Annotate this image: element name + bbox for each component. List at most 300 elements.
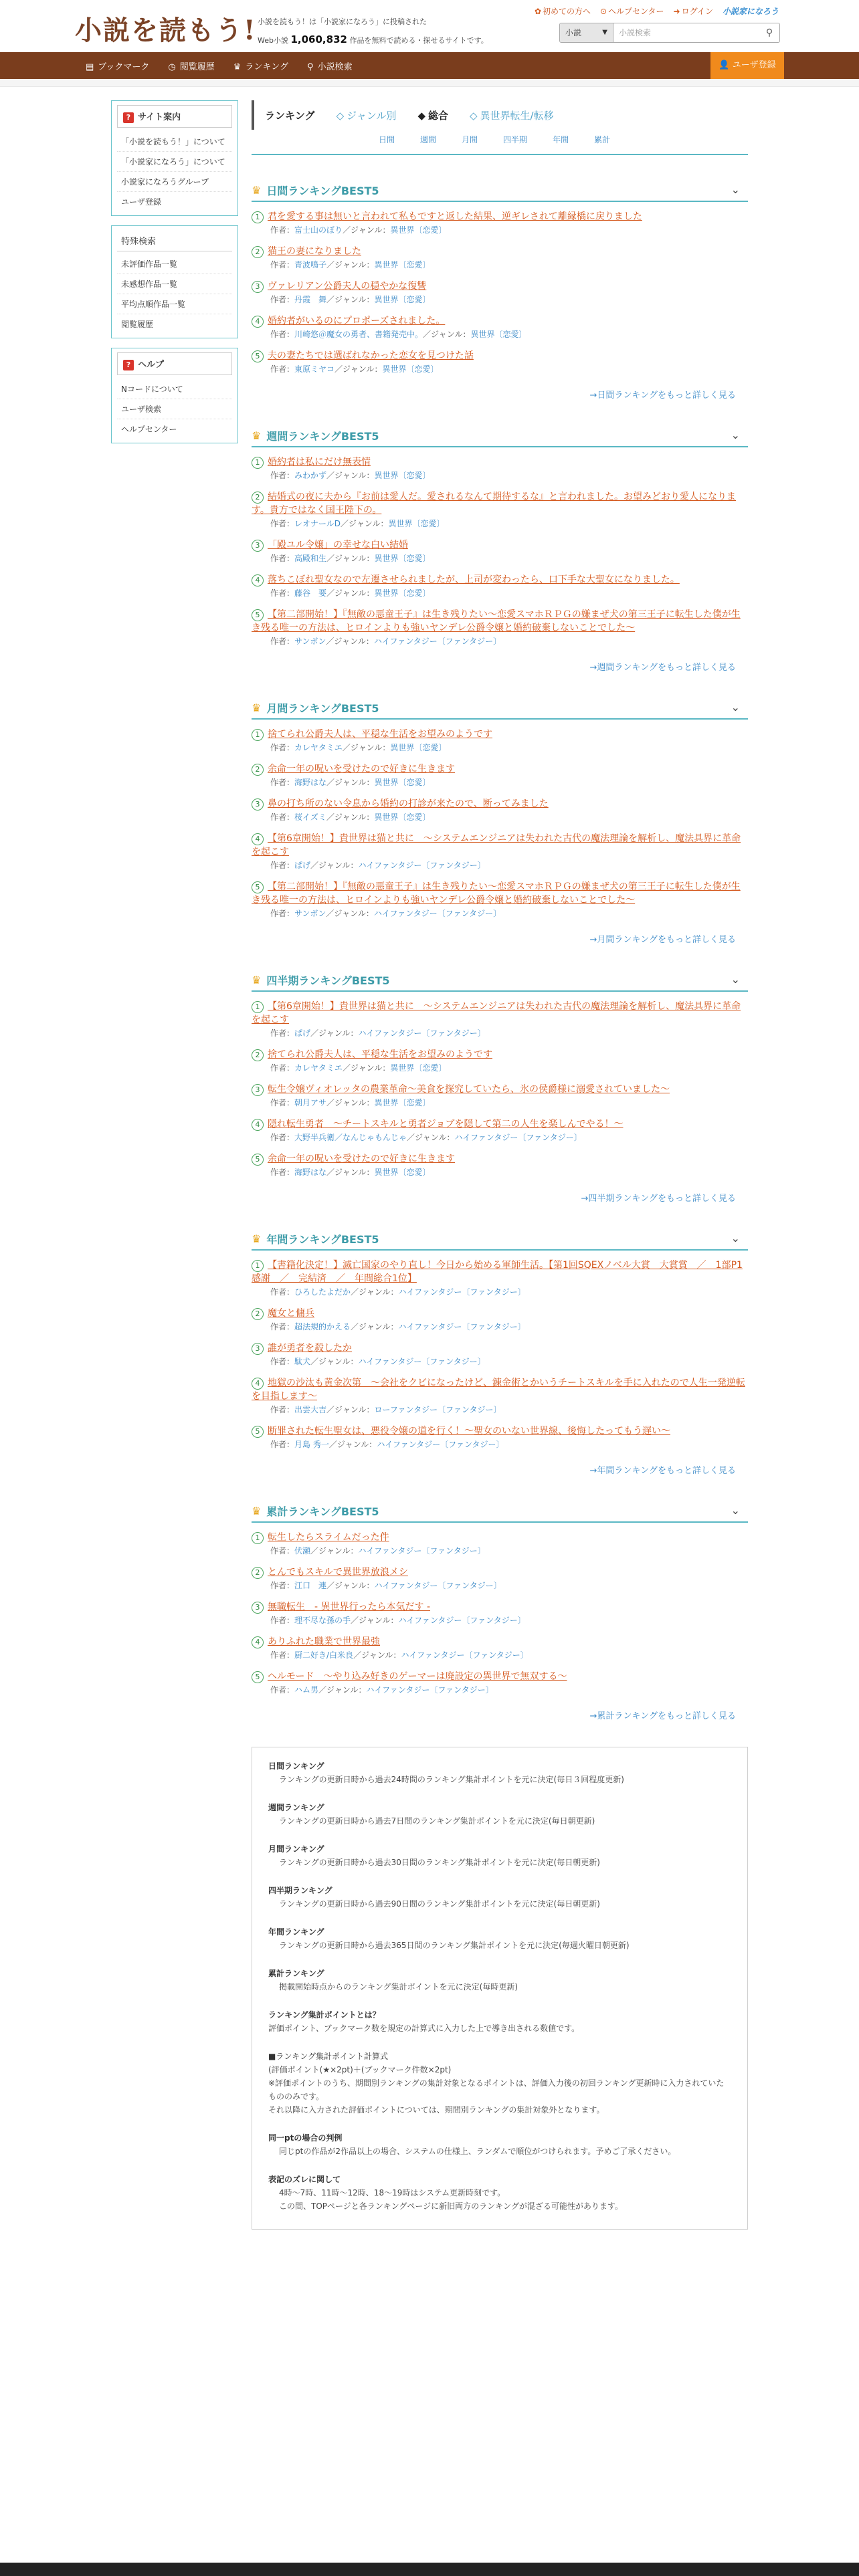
ranking-tabs xyxy=(252,100,748,130)
author-link[interactable]: ぱげ xyxy=(294,1029,311,1038)
author-label: 作者： xyxy=(270,778,295,787)
novel-meta xyxy=(252,1614,748,1627)
novel-meta xyxy=(252,1096,748,1109)
novel-title: 誰が勇者を殺したか xyxy=(268,1343,352,1354)
novel-title-link[interactable] xyxy=(252,349,748,362)
author-link[interactable]: 海野はな xyxy=(294,1168,327,1177)
novel-meta xyxy=(252,1438,748,1451)
author-label: 作者： xyxy=(270,1650,295,1660)
tab-genre[interactable]: ◇ ジャンル別 xyxy=(336,109,397,122)
author-label: 作者： xyxy=(270,1133,295,1142)
ranking-entry xyxy=(252,1341,748,1368)
period-tab[interactable]: 四半期 xyxy=(503,134,528,144)
genre-link[interactable]: ハイファンタジー〔ファンタジー〕 xyxy=(373,637,502,646)
crown-icon: ♛ xyxy=(252,183,262,197)
author-link[interactable]: 朝月アサ xyxy=(294,1098,327,1107)
novel-title-link[interactable] xyxy=(252,1341,748,1355)
author-label: 作者： xyxy=(270,1440,295,1449)
novel-meta xyxy=(252,1131,748,1144)
genre-label: ／ジャンル： xyxy=(342,1063,391,1073)
chevron-down-icon[interactable]: ⌄ xyxy=(731,973,740,986)
novel-meta xyxy=(252,1027,748,1040)
genre-link[interactable]: 異世界〔恋愛〕 xyxy=(374,295,431,304)
search-input[interactable]: 小説検索 xyxy=(619,28,652,37)
genre-link[interactable]: 異世界〔恋愛〕 xyxy=(374,1098,431,1107)
genre-link[interactable]: 異世界〔恋愛〕 xyxy=(388,519,445,528)
rank-number: 4 xyxy=(252,1119,264,1131)
ranking-section xyxy=(252,969,748,1204)
rank-number: 1 xyxy=(252,457,264,469)
more-ranking-link[interactable]: →日間ランキングをもっと詳しく見る xyxy=(589,391,736,401)
genre-link[interactable]: ハイファンタジー〔ファンタジー〕 xyxy=(358,861,486,870)
novel-meta xyxy=(252,586,748,600)
login-link[interactable]: ➜ ログイン xyxy=(673,7,713,16)
genre-link[interactable]: ハイファンタジー〔ファンタジー〕 xyxy=(401,1650,529,1660)
novel-meta xyxy=(252,1544,748,1558)
novel-title: 地獄の沙汰も黄金次第 〜会社をクビになったけど、錬金術とかいうチートスキルを手に入れたので人生一発逆転を目指します〜 xyxy=(252,1378,745,1402)
period-tab[interactable]: 年間 xyxy=(553,134,569,144)
section-title: 月間ランキングBEST5 xyxy=(266,702,379,715)
chevron-down-icon[interactable]: ⌄ xyxy=(731,183,740,196)
ranking-entry xyxy=(252,1670,748,1697)
novel-title: 【第二部開始！】『無敵の悪童王子』は生き残りたい〜恋愛スマホＲＰＧの嫌まぜ犬の第三王子に転生した僕が生き残る唯一の方法は、ヒロインよりも強いヤンデレ公爵令嬢と婚約破棄しないことでした〜 xyxy=(252,609,741,633)
novel-title-link[interactable] xyxy=(252,797,748,811)
genre-link[interactable]: ハイファンタジー〔ファンタジー〕 xyxy=(398,1616,526,1625)
author-label: 作者： xyxy=(270,554,295,563)
author-label: 作者： xyxy=(270,1616,295,1625)
rank-number: 5 xyxy=(252,881,264,893)
genre-label: ／ジャンル： xyxy=(407,1133,455,1142)
novel-meta xyxy=(252,1648,748,1662)
tagline-line-1: 小説を読もう！は「小説家になろう」に投稿された xyxy=(258,17,427,26)
rank-number: 1 xyxy=(252,729,264,741)
author-label: 作者： xyxy=(270,813,295,822)
novel-title: 隠れ転生勇者 〜チートスキルと勇者ジョブを隠して第二の人生を楽しんでやる！〜 xyxy=(268,1119,624,1130)
genre-label: ／ジャンル： xyxy=(328,1440,377,1449)
genre-link[interactable]: ハイファンタジー〔ファンタジー〕 xyxy=(358,1029,486,1038)
novel-title-link[interactable] xyxy=(252,1600,748,1614)
novel-title: ヘルモード 〜やり込み好きのゲーマーは廃設定の異世界で無双する〜 xyxy=(268,1671,567,1682)
genre-link[interactable]: ハイファンタジー〔ファンタジー〕 xyxy=(373,909,502,918)
author-link[interactable]: 超法規的かえる xyxy=(294,1322,351,1331)
chevron-down-icon[interactable]: ⌄ xyxy=(731,1232,740,1245)
rank-number: 5 xyxy=(252,350,264,362)
section-header[interactable] xyxy=(252,969,748,992)
nav-bookmark[interactable]: ▤ ブックマーク xyxy=(86,62,150,72)
author-label: 作者： xyxy=(270,1287,295,1297)
genre-link[interactable]: 異世界〔恋愛〕 xyxy=(390,1063,447,1073)
novel-meta xyxy=(252,811,748,824)
ranking-entry xyxy=(252,1083,748,1109)
ranking-entry xyxy=(252,728,748,754)
ranking-entry xyxy=(252,455,748,482)
genre-label: ／ジャンル： xyxy=(341,519,389,528)
novel-meta xyxy=(252,1579,748,1592)
author-link[interactable]: 高殿和生 xyxy=(294,554,327,563)
genre-link[interactable]: ハイファンタジー〔ファンタジー〕 xyxy=(398,1287,526,1297)
sidebar-special-search xyxy=(111,225,238,338)
author-link[interactable]: ぱげ xyxy=(294,861,311,870)
site-logo[interactable]: 小説を読もう! xyxy=(75,15,257,46)
nav-ranking[interactable]: ♛ ランキング xyxy=(233,62,289,72)
main-nav xyxy=(0,52,859,79)
author-link[interactable]: 桜イズミ xyxy=(294,813,326,822)
novel-title-link[interactable] xyxy=(252,1424,748,1438)
genre-link[interactable]: 異世界〔恋愛〕 xyxy=(390,225,447,235)
genre-link[interactable]: 異世界〔恋愛〕 xyxy=(374,471,431,480)
rank-number: 2 xyxy=(252,1567,264,1579)
search-type-select[interactable]: 小説 ▼ xyxy=(560,23,613,42)
ranking-sections xyxy=(252,179,748,1721)
novel-title-link[interactable] xyxy=(252,573,748,586)
more-ranking-link[interactable]: →月間ランキングをもっと詳しく見る xyxy=(589,935,736,945)
rank-number: 4 xyxy=(252,316,264,328)
genre-link[interactable]: ハイファンタジー〔ファンタジー〕 xyxy=(398,1322,526,1331)
help-icon: ? xyxy=(123,112,134,123)
ranking-entry xyxy=(252,1152,748,1179)
sidebar-title: ? ヘルプ xyxy=(117,352,232,375)
more-ranking-link[interactable]: →四半期ランキングをもっと詳しく見る xyxy=(581,1194,736,1204)
bookmark-icon: ▤ xyxy=(86,62,94,72)
genre-link[interactable]: 異世界〔恋愛〕 xyxy=(374,260,431,270)
ranking-entry xyxy=(252,880,748,920)
sidebar-link[interactable]: ユーザ登録 xyxy=(121,197,162,207)
novel-title-link[interactable] xyxy=(252,210,748,223)
sidebar-link[interactable]: 平均点順作品一覧 xyxy=(117,294,232,314)
novel-title-link[interactable] xyxy=(252,1083,748,1096)
chevron-down-icon[interactable]: ⌄ xyxy=(731,1504,740,1517)
genre-label: ／ジャンル： xyxy=(326,637,374,646)
genre-label: ／ジャンル： xyxy=(318,1685,367,1695)
author-link[interactable]: 青波鳴子 xyxy=(294,260,327,270)
chevron-down-icon[interactable]: ⌄ xyxy=(731,701,740,714)
sidebar-link[interactable]: 未評価作品一覧 xyxy=(117,254,232,274)
ranking-section xyxy=(252,179,748,401)
ranking-entry xyxy=(252,538,748,565)
tagline-suffix: 作品を無料で読める・探せるサイトです。 xyxy=(349,36,488,45)
author-label: 作者： xyxy=(270,1098,295,1107)
note-yearly: 年間ランキング ランキングの更新日時から過去365日間のランキング集計ポイントを元に決定(毎週火曜日朝更新) xyxy=(268,1927,630,1950)
novel-title: 【第6章開始！】貴世界は猫と共に 〜システムエンジニアは失われた古代の魔法理論を解析し、魔法具界に革命を起こす xyxy=(252,1001,741,1025)
author-link[interactable]: カレヤタミエ xyxy=(294,1063,343,1073)
section-header[interactable] xyxy=(252,1228,748,1251)
ranking-notes xyxy=(252,1747,748,2230)
author-link[interactable]: サンボン xyxy=(294,637,326,646)
author-link[interactable]: ハム男 xyxy=(294,1685,319,1695)
genre-label: ／ジャンル： xyxy=(326,295,375,304)
rank-number: 2 xyxy=(252,764,264,776)
author-label: 作者： xyxy=(270,1063,295,1073)
ranking-section xyxy=(252,1500,748,1721)
genre-label: ／ジャンル： xyxy=(326,554,375,563)
novel-title: 君を愛する事は無いと言われて私もですと返した結果、逆ギレされて離縁橋に戻りました xyxy=(268,211,642,222)
author-label: 作者： xyxy=(270,471,295,480)
author-label: 作者： xyxy=(270,260,295,270)
novel-title-link[interactable] xyxy=(252,1000,748,1027)
novel-title: 【第6章開始！】貴世界は猫と共に 〜システムエンジニアは失われた古代の魔法理論を解析し、魔法具界に革命を起こす xyxy=(252,833,741,857)
rank-number: 5 xyxy=(252,609,264,621)
genre-label: ／ジャンル： xyxy=(351,1616,399,1625)
novel-title-link[interactable] xyxy=(252,245,748,258)
diamond-outline-icon: ◇ xyxy=(336,109,345,122)
chevron-down-icon[interactable]: ⌄ xyxy=(731,429,740,441)
sidebar-link[interactable]: 「小説家になろう」について xyxy=(117,152,232,172)
ranking-section xyxy=(252,697,748,945)
rank-number: 4 xyxy=(252,833,264,845)
rank-number: 2 xyxy=(252,1049,264,1061)
novel-title-link[interactable] xyxy=(252,1531,748,1544)
author-link[interactable]: 丹霞 舞 xyxy=(294,295,327,304)
sidebar-title: 特殊検索 xyxy=(117,230,232,251)
rank-number: 3 xyxy=(252,1084,264,1096)
genre-label: ／ジャンル： xyxy=(326,588,375,598)
author-link[interactable]: サンボン xyxy=(294,909,326,918)
login-icon: ➜ xyxy=(673,7,680,16)
genre-label: ／ジャンル： xyxy=(326,1098,375,1107)
period-tab[interactable]: 月間 xyxy=(462,134,478,144)
genre-link[interactable]: 異世界〔恋愛〕 xyxy=(390,743,447,752)
search-bar xyxy=(559,23,780,43)
novel-title-link[interactable] xyxy=(252,1635,748,1648)
novel-title-link[interactable] xyxy=(252,455,748,469)
author-link[interactable]: 川崎悠＠魔女の勇者、書籍発売中。 xyxy=(294,330,423,339)
novel-meta xyxy=(252,1683,748,1697)
ranking-entry xyxy=(252,762,748,789)
section-title: 日間ランキングBEST5 xyxy=(266,184,379,197)
section-header[interactable] xyxy=(252,1500,748,1523)
author-link[interactable]: 藤谷 要 xyxy=(294,588,327,598)
nav-search[interactable]: ⚲ 小説検索 xyxy=(307,62,353,72)
period-tabs xyxy=(252,130,748,148)
sidebar-link[interactable]: 「小説を読もう！」について xyxy=(117,132,232,152)
author-link[interactable]: 大野半兵衛／なんじゃもんじゃ xyxy=(294,1133,407,1142)
author-label: 作者： xyxy=(270,1546,295,1555)
search-icon: ⚲ xyxy=(307,62,314,72)
note-tie: 同一ptの場合の判例 同じptの作品が2作品以上の場合、システムの仕様上、ランダムで順位がつけられます。予めご了承ください。 xyxy=(268,2133,676,2156)
rank-number: 3 xyxy=(252,1602,264,1614)
user-icon: 👤 xyxy=(719,60,730,70)
novel-title-link[interactable] xyxy=(252,728,748,741)
ranking-entry xyxy=(252,1000,748,1040)
novel-title-link[interactable] xyxy=(252,1670,748,1683)
genre-label: ／ジャンル： xyxy=(326,260,375,270)
author-link[interactable]: 海野はな xyxy=(294,778,327,787)
author-link[interactable]: ひろしたよだか xyxy=(294,1287,351,1297)
novel-meta xyxy=(252,258,748,272)
sidebar-link[interactable]: 閲覧履歴 xyxy=(121,320,154,329)
more-ranking-link[interactable]: →週間ランキングをもっと詳しく見る xyxy=(589,663,736,673)
novel-title: 【書籍化決定！】滅亡国家のやり直し！今日から始める軍師生活。【第1回SQEXノベル大賞 大賞賞 ／ 1部P1感謝 ／ 完結済 ／ 年間総合1位】 xyxy=(252,1260,743,1284)
period-tab[interactable]: 週間 xyxy=(420,134,437,144)
author-link[interactable]: 東原ミヤコ xyxy=(294,364,335,374)
genre-label: ／ジャンル： xyxy=(310,1357,359,1366)
tagline-line-2 xyxy=(258,31,488,49)
novel-title-link[interactable] xyxy=(252,280,748,293)
novel-title-link[interactable] xyxy=(252,1259,748,1285)
novel-title-link[interactable] xyxy=(252,1307,748,1320)
crown-icon: ♛ xyxy=(252,1504,262,1517)
beginner-link[interactable]: ✿ 初めての方へ xyxy=(534,7,591,16)
novel-title: 断罪された転生聖女は、悪役令嬢の道を行く！〜聖女のいない世界線、後悔したってもう遅い〜 xyxy=(268,1426,670,1436)
site-tagline xyxy=(258,13,488,49)
genre-label: ／ジャンル： xyxy=(351,1322,399,1331)
genre-label: ／ジャンル： xyxy=(326,1168,375,1177)
genre-link[interactable]: 異世界〔恋愛〕 xyxy=(374,778,431,787)
rank-number: 1 xyxy=(252,1532,264,1544)
novel-title-link[interactable] xyxy=(252,1152,748,1166)
genre-label: ／ジャンル： xyxy=(310,1546,359,1555)
section-header[interactable] xyxy=(252,425,748,447)
novel-title-link[interactable] xyxy=(252,1566,748,1579)
divider xyxy=(252,154,748,155)
author-link[interactable]: 厨二好き/白米良 xyxy=(294,1650,354,1660)
genre-label: ／ジャンル： xyxy=(326,1405,375,1414)
genre-label: ／ジャンル： xyxy=(335,364,383,374)
ranking-entry xyxy=(252,210,748,237)
sidebar-site-guide xyxy=(111,100,238,216)
ranking-entry xyxy=(252,1376,748,1416)
sidebar-link[interactable]: Nコードについて xyxy=(117,379,232,399)
novel-title-link[interactable] xyxy=(252,490,748,517)
ranking-entry xyxy=(252,1117,748,1144)
author-link[interactable]: 伏瀬 xyxy=(294,1546,311,1555)
search-icon[interactable]: ⚲ xyxy=(765,27,773,38)
rank-number: 2 xyxy=(252,246,264,258)
genre-link[interactable]: 異世界〔恋愛〕 xyxy=(374,1168,431,1177)
genre-link[interactable]: 異世界〔恋愛〕 xyxy=(470,330,527,339)
tagline-prefix: Web小説 xyxy=(258,36,288,45)
novel-title-link[interactable] xyxy=(252,1117,748,1131)
author-link[interactable]: 理不尽な孫の手 xyxy=(294,1616,351,1625)
novel-title: 魔女と傭兵 xyxy=(268,1308,314,1319)
novel-title: 落ちこぼれ聖女なので左遷させられましたが、上司が変わったら、口下手な大聖女になりました。 xyxy=(268,574,680,585)
genre-link[interactable]: 異世界〔恋愛〕 xyxy=(374,554,431,563)
novel-title: 余命一年の呪いを受けたので好きに生きます xyxy=(268,1154,455,1164)
novel-title-link[interactable] xyxy=(252,1048,748,1061)
novel-meta xyxy=(252,1320,748,1333)
novel-meta xyxy=(252,1166,748,1179)
genre-label: ／ジャンル： xyxy=(326,471,375,480)
rank-number: 4 xyxy=(252,1378,264,1390)
note-formula: ■ランキング集計ポイント計算式 (評価ポイント(★×2pt)＋(ブックマーク件数×2pt) ※評価ポイントのうち、期間別ランキングの集計対象となるポイントは、評価入力後の初回ランキング更新時に入力されていたもののみです。 それ以降に入力された評価ポイントについては、期間別ランキングの集計対象外となります。 xyxy=(268,2052,725,2115)
section-header[interactable] xyxy=(252,697,748,720)
genre-label: ／ジャンル： xyxy=(326,778,375,787)
novel-title: 転生したらスライムだった件 xyxy=(268,1532,389,1543)
period-tab[interactable]: 累計 xyxy=(594,134,611,144)
genre-link[interactable]: ハイファンタジー〔ファンタジー〕 xyxy=(377,1440,504,1449)
crown-icon: ♛ xyxy=(252,701,262,714)
tab-isekai[interactable]: ◇ 異世界転生/転移 xyxy=(470,109,554,122)
genre-link[interactable]: 異世界〔恋愛〕 xyxy=(374,588,431,598)
author-link[interactable]: 江口 連 xyxy=(294,1581,327,1590)
novel-title-link[interactable] xyxy=(252,880,748,907)
author-label: 作者： xyxy=(270,1029,295,1038)
top-links xyxy=(535,5,779,17)
ranking-entry xyxy=(252,280,748,306)
novel-title-link[interactable] xyxy=(252,1376,748,1403)
sidebar-link[interactable]: 未感想作品一覧 xyxy=(117,274,232,294)
novel-meta xyxy=(252,293,748,306)
nav-history[interactable]: ◷ 閲覧履歴 xyxy=(168,62,215,72)
register-button[interactable]: 👤 ユーザ登録 xyxy=(710,52,784,79)
novel-meta xyxy=(252,741,748,754)
novel-meta xyxy=(252,223,748,237)
novel-title-link[interactable] xyxy=(252,314,748,328)
genre-label: ／ジャンル： xyxy=(342,743,391,752)
genre-label: ／ジャンル： xyxy=(343,225,391,235)
genre-link[interactable]: ハイファンタジー〔ファンタジー〕 xyxy=(454,1133,582,1142)
author-link[interactable]: 駄犬 xyxy=(294,1357,311,1366)
more-ranking-link[interactable]: →累計ランキングをもっと詳しく見る xyxy=(589,1711,736,1721)
novel-title-link[interactable] xyxy=(252,608,748,635)
ranking-entry xyxy=(252,1600,748,1627)
sidebar-link[interactable]: 小説家になろうグループ xyxy=(117,172,232,192)
section-header[interactable] xyxy=(252,179,748,202)
sidebar-help xyxy=(111,348,238,443)
rank-number: 3 xyxy=(252,540,264,552)
author-link[interactable]: みわかず xyxy=(294,471,327,480)
help-center-link[interactable]: ⊙ ヘルプセンター xyxy=(600,7,664,16)
genre-link[interactable]: 異世界〔恋愛〕 xyxy=(382,364,439,374)
author-label: 作者： xyxy=(270,1322,295,1331)
author-label: 作者： xyxy=(270,588,295,598)
genre-link[interactable]: ハイファンタジー〔ファンタジー〕 xyxy=(366,1685,494,1695)
ranking-section xyxy=(252,1228,748,1476)
novel-title-link[interactable] xyxy=(252,832,748,859)
ranking-entry xyxy=(252,1048,748,1075)
note-points: ランキング集計ポイントとは？ 評価ポイント、ブックマーク数を規定の計算式に入力した上で導き出される数値です。 xyxy=(268,2010,580,2033)
period-tab[interactable]: 日間 xyxy=(379,134,395,144)
author-link[interactable]: カレヤタミエ xyxy=(294,743,343,752)
genre-label: ／ジャンル： xyxy=(423,330,471,339)
sidebar-link[interactable]: ヘルプセンター xyxy=(121,425,177,434)
novel-title: とんでもスキルで異世界放浪メシ xyxy=(268,1567,408,1578)
crown-icon: ♛ xyxy=(252,973,262,986)
novel-meta xyxy=(252,776,748,789)
help-icon: ? xyxy=(123,360,134,370)
genre-link[interactable]: ローファンタジー〔ファンタジー〕 xyxy=(374,1405,502,1414)
genre-link[interactable]: ハイファンタジー〔ファンタジー〕 xyxy=(374,1581,502,1590)
ranking-entry xyxy=(252,797,748,824)
genre-link[interactable]: ハイファンタジー〔ファンタジー〕 xyxy=(358,1546,486,1555)
crown-icon: ♛ xyxy=(233,62,242,72)
genre-link[interactable]: ハイファンタジー〔ファンタジー〕 xyxy=(358,1357,486,1366)
genre-label: ／ジャンル： xyxy=(351,1287,399,1297)
author-link[interactable]: レオナールD xyxy=(294,519,341,528)
author-label: 作者： xyxy=(270,1405,295,1414)
sidebar-link[interactable]: ユーザ検索 xyxy=(117,399,232,419)
diamond-filled-icon: ◆ xyxy=(417,109,425,122)
novel-meta xyxy=(252,1355,748,1368)
tab-overall[interactable]: ◆ 総合 xyxy=(417,109,448,122)
rank-number: 1 xyxy=(252,211,264,223)
novel-title: 捨てられ公爵夫人は、平穏な生活をお望みのようです xyxy=(268,1049,492,1060)
author-link[interactable]: 出雲大吉 xyxy=(294,1405,327,1414)
novel-title: 「殿ユル令嬢」の幸せな白い結婚 xyxy=(268,540,408,550)
history-icon: ◷ xyxy=(168,62,176,72)
author-label: 作者： xyxy=(270,909,295,918)
ranking-entry xyxy=(252,1259,748,1299)
author-link[interactable]: 月島 秀一 xyxy=(294,1440,329,1449)
novel-title-link[interactable] xyxy=(252,762,748,776)
rank-number: 3 xyxy=(252,281,264,293)
narou-brand-link[interactable]: 小説家になろう xyxy=(722,7,779,16)
novel-title-link[interactable] xyxy=(252,538,748,552)
genre-link[interactable]: 異世界〔恋愛〕 xyxy=(374,813,431,822)
rank-number: 5 xyxy=(252,1671,264,1683)
author-link[interactable]: 富士山のぼり xyxy=(294,225,343,235)
more-ranking-link[interactable]: →年間ランキングをもっと詳しく見る xyxy=(589,1466,736,1476)
